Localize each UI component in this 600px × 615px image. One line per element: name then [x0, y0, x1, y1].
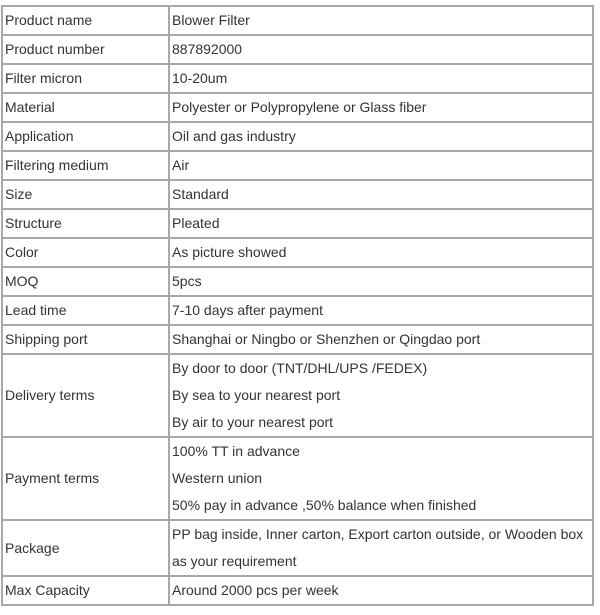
table-row	[2, 209, 593, 238]
row-value: Shanghai or Ningbo or Shenzhen or Qingdao port	[169, 325, 593, 354]
row-value-line: as your requirement	[172, 553, 297, 569]
table-row	[2, 93, 593, 122]
row-label: Delivery terms	[2, 354, 169, 437]
table-row	[2, 238, 593, 267]
row-label: Package	[2, 520, 169, 576]
row-label: Structure	[2, 209, 169, 238]
row-value-line: By door to door (TNT/DHL/UPS /FEDEX)	[172, 360, 428, 376]
row-value: Around 2000 pcs per week	[169, 576, 593, 605]
row-label: Lead time	[2, 296, 169, 325]
row-value: 7-10 days after payment	[169, 296, 593, 325]
table-row	[2, 64, 593, 93]
row-value-line: PP bag inside, Inner carton, Export carton outside, or Wooden box	[172, 526, 584, 542]
row-value	[169, 354, 593, 437]
row-value: Air	[169, 151, 593, 180]
row-label: Payment terms	[2, 437, 169, 520]
row-value-line: 50% pay in advance ,50% balance when finished	[172, 497, 477, 513]
row-value: Pleated	[169, 209, 593, 238]
row-label: Application	[2, 122, 169, 151]
row-value: 10-20um	[169, 64, 593, 93]
row-label: Product name	[2, 6, 169, 35]
row-value-line: Western union	[172, 470, 263, 486]
row-label: Shipping port	[2, 325, 169, 354]
row-label: Filtering medium	[2, 151, 169, 180]
row-label: MOQ	[2, 267, 169, 296]
row-label: Product number	[2, 35, 169, 64]
row-label: Size	[2, 180, 169, 209]
table-row	[2, 354, 593, 437]
row-value: Oil and gas industry	[169, 122, 593, 151]
table-row	[2, 122, 593, 151]
table-row	[2, 325, 593, 354]
row-value-line: By air to your nearest port	[172, 414, 334, 430]
row-value	[169, 437, 593, 520]
row-label: Max Capacity	[2, 576, 169, 605]
row-label: Material	[2, 93, 169, 122]
table-row	[2, 180, 593, 209]
row-value-line: 100% TT in advance	[172, 443, 300, 459]
row-value: Polyester or Polypropylene or Glass fiber	[169, 93, 593, 122]
table-row	[2, 6, 593, 35]
row-value-line: By sea to your nearest port	[172, 387, 341, 403]
product-spec-table	[1, 5, 594, 606]
table-row	[2, 576, 593, 605]
table-row	[2, 35, 593, 64]
table-row	[2, 437, 593, 520]
row-value	[169, 520, 593, 576]
row-label: Color	[2, 238, 169, 267]
table-row	[2, 296, 593, 325]
table-row	[2, 267, 593, 296]
row-value: 887892000	[169, 35, 593, 64]
row-value: 5pcs	[169, 267, 593, 296]
row-value: Standard	[169, 180, 593, 209]
row-label: Filter micron	[2, 64, 169, 93]
row-value: Blower Filter	[169, 6, 593, 35]
table-row	[2, 520, 593, 576]
table-row	[2, 151, 593, 180]
row-value: As picture showed	[169, 238, 593, 267]
